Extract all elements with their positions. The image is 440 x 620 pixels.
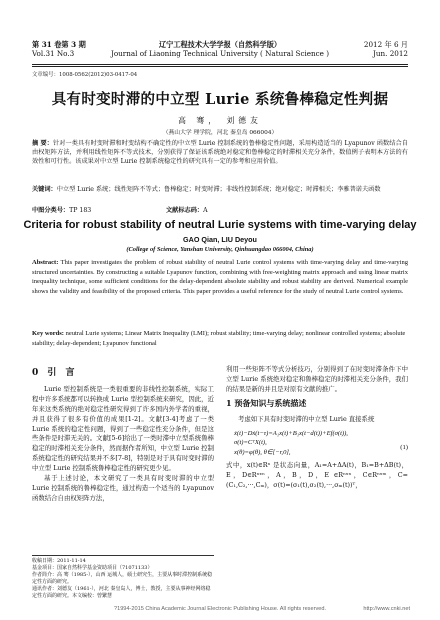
abstract-en xyxy=(32,258,408,296)
footnote-fund: 基金项目：国家自然科学基金资助项目（71071133） xyxy=(32,565,153,571)
footnotes xyxy=(32,555,214,600)
left-column xyxy=(32,365,214,504)
volume-en: Vol.31 No.3 xyxy=(32,49,75,58)
section-1-heading: 1 预备知识与系统描述 xyxy=(226,397,307,408)
authors-en: GAO Qian, LIU Deyou xyxy=(183,235,257,244)
document-code xyxy=(166,205,208,214)
equation-line-3: x(θ)=φ(θ), θ∈[−r,0], xyxy=(234,448,291,456)
journal-name-en: Journal of Liaoning Technical University ( Natural Science ) xyxy=(110,49,330,58)
copyright-text: ?1994-2015 China Academic Journal Electronic Publishing House. All rights reserved. xyxy=(113,606,327,612)
abstract-cn xyxy=(32,139,408,166)
keywords-cn-text: 中立型 Lurie 系统；线性矩阵不等式；鲁棒稳定；时变时滞；非线性控制系统；绝对稳定；时滞相关；李雅普诺夫函数 xyxy=(56,186,381,193)
intro-paragraph-2: 基于上述讨论，本文研究了一类具有时变时滞的中立型 Lurie 控制系统的鲁棒稳定性，通过构造一个适当的 Lyapunov 函数结合自由权矩阵方法， xyxy=(32,474,214,502)
footnote-received: 收稿日期：2011-11-14 xyxy=(32,558,86,564)
cnki-url[interactable]: http://www.cnki.net xyxy=(363,606,410,612)
affiliation-cn: （燕山大学 理学院，河北 秦皇岛 066004） xyxy=(162,130,278,136)
journal-header xyxy=(32,40,408,64)
abstract-cn-label: 摘 要： xyxy=(32,140,53,147)
abstract-en-text: This paper investigates the problem of robust stability of neutral Lurie control systems with time-varying delay and time-varying structured uncertainties. By constructing a suitable Lyapunov function, combining with free-weighting matrix approach and using linear matrix inequality technique, some sufficient conditions for the delay-dependent absolute stability and robust stability are derived. Numerical example shows the validity and feasibility of the proposed criteria. This paper provides a useful reference for the study of neutral Lurie control systems. xyxy=(32,259,408,295)
doc-code-label: 文献标志码： xyxy=(166,207,204,214)
equation-number: (1) xyxy=(400,443,408,451)
keywords-en-label: Key words: xyxy=(32,330,64,337)
abstract-en-label: Abstract: xyxy=(32,259,59,266)
section-0-heading: 0 引 言 xyxy=(32,368,78,378)
title-en: Criteria for robust stability of neutral Lurie systems with time-varying delay xyxy=(23,219,417,231)
intro-paragraph-1: Lurie 型控制系统是一类很重要的非线性控制系统，实际工程中许多系统都可以转换成 Lurie 型控制系统来研究，因此，近年来这类系统的绝对稳定性研究得到了许多国内外学者的重视，并且获得了很多有价值的成果[1-2]。文献[3-4]考虑了一类 Lurie 系统的稳定性问题，得到了一些稳定性充分条件，但是这些条件是时滞无关的。文献[5-6]给出了一类时滞中立型系统鲁棒稳定的时滞相关充分条件，然而据作者所知，中立型 Lurie 控制系统稳定性的研究结果并不多[7-8]，特别是对于具有时变时滞的中立型 Lurie 控制系统鲁棒稳定性的研究更少见。 xyxy=(32,384,214,473)
date-en: Jun. 2012 xyxy=(372,49,408,58)
authors-cn: 高 骞， 刘德友 xyxy=(178,116,262,125)
right-column xyxy=(226,365,408,491)
footnote-author: 作者简介：高 骞（1985-），山西 运城人，硕士研究生，主要从事时滞控制系统稳定性方面的研究。 xyxy=(32,572,213,585)
clc-label: 中图分类号： xyxy=(32,207,70,214)
header-date xyxy=(364,40,408,58)
right-paragraph-3: 式中，x(t)∈Rⁿ 是状态向量，A₁=A+ΔA(t)，B₁=B+ΔB(t)，E，D∈Rⁿˣⁿ，A，B，D，E ∈Rⁿˣⁿ，C∈Rⁿˣᵐ，C=(C₁,C₂,···,Cₘ)，σ(t)=(σ₁(t),σ₂(t),···,σₘ(t))ᵀ， xyxy=(226,461,408,489)
keywords-cn xyxy=(32,185,408,194)
equation-line-1: ẋ(t)−Dẋ(t−τ)=A₁x(t)+B₁x(t−d(t))+Ef(σ(t)), xyxy=(234,429,348,437)
date-cn: 2012 年 6 月 xyxy=(363,40,408,49)
doc-code-value: A xyxy=(203,207,208,214)
article-number: 文章编号：1008-0562(2012)03-0417-04 xyxy=(32,72,138,78)
title-cn: 具有时变时滞的中立型 Lurie 系统鲁棒稳定性判据 xyxy=(51,91,389,108)
copyright-line xyxy=(0,606,440,612)
volume-cn: 第 31 卷第 3 期 xyxy=(32,40,86,49)
abstract-cn-text: 针对一类具有时变时滞和时变结构不确定性的中立型 Lurie 控制系统的鲁棒稳定性问题，采用构造适当的 Lyapunov 函数结合自由权矩阵方法，并利用线性矩阵不等式技术，分别获得了保证该系统绝对稳定和鲁棒稳定的时滞相关充分条件，数值例子表明本方法的有效性和可行性。该成果对中立型 Lurie 控制系统稳定性的研究具有一定的参考和应用价值。 xyxy=(32,140,408,165)
footnote-corresponding: 通讯作者：刘德友（1961-），河北 秦皇岛人，博士，教授，主要从事神经网络稳定性方面的研究。本文编校：曾繁慧 xyxy=(32,586,211,599)
clc-value: TP 183 xyxy=(69,207,92,214)
right-paragraph-2: 考虑如下具有时变时滞的中立型 Lurie 直接系统 xyxy=(238,414,375,423)
keywords-en-text: neutral Lurie systems; Linear Matrix Inequality (LMI); robust stability; time-varying delay; nonlinear controlled systems; absolute stability; delay-dependent; Lyapunov functional xyxy=(32,330,406,347)
keywords-en xyxy=(32,329,408,348)
equation-1 xyxy=(226,429,408,458)
header-journal xyxy=(32,40,408,58)
clc-number xyxy=(32,205,91,214)
keywords-cn-label: 关键词： xyxy=(32,186,57,193)
right-paragraph-1: 利用一些矩阵不等式分析技巧，分别得到了在时变时滞条件下中立型 Lurie 系统绝对稳定和鲁棒稳定的时滞相关充分条件，我们的结果是新的并且是对原有文献的推广。 xyxy=(226,365,408,393)
equation-line-2: σ(t)=CᵀX(t), xyxy=(234,439,267,447)
header-rule xyxy=(32,64,408,65)
header-rule-2 xyxy=(32,66,408,67)
affiliation-en: (College of Science, Yanshan University, Qinhuangdao 066004, China) xyxy=(126,246,314,253)
journal-name-cn: 辽宁工程技术大学学报（自然科学版） xyxy=(158,40,282,49)
